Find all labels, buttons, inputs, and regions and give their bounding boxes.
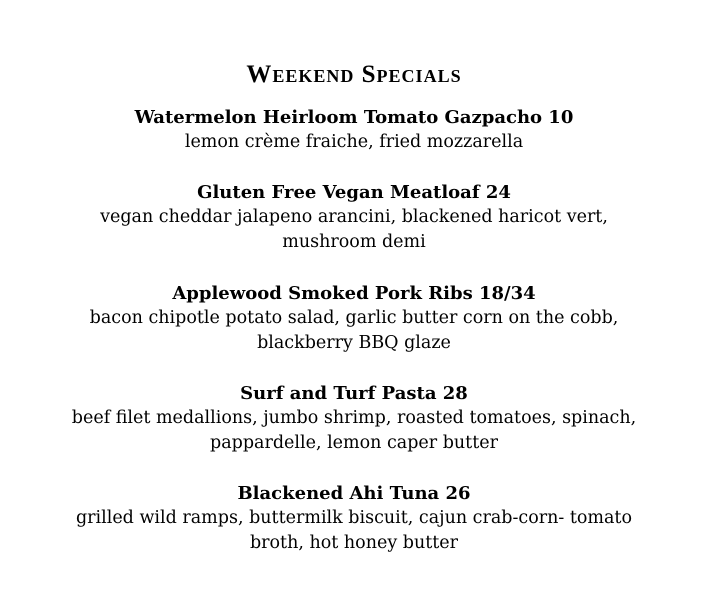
item-description-line: blackberry BBQ glaze — [257, 333, 451, 353]
item-description-line: lemon crème fraiche, fried mozzarella — [184, 132, 524, 152]
item-name: Blackened Ahi Tuna 26 — [237, 483, 471, 504]
item-description-line: bacon chipotle potato salad, garlic butter corn on the cobb, — [89, 308, 619, 328]
menu-item-vegan-meatloaf — [0, 180, 708, 255]
menu-item-surf-and-turf — [0, 381, 708, 456]
item-description-line: pappardelle, lemon caper butter — [210, 433, 498, 453]
item-description-line: beef filet medallions, jumbo shrimp, roasted tomatoes, spinach, — [71, 408, 637, 428]
item-description-line: vegan cheddar jalapeno arancini, blackened haricot vert, — [100, 207, 608, 227]
menu-item-ahi-tuna — [0, 481, 708, 556]
menu-title: Weekend Specials — [246, 61, 462, 88]
menu-item-pork-ribs — [0, 281, 708, 356]
item-description-line: mushroom demi — [282, 232, 426, 252]
item-name: Watermelon Heirloom Tomato Gazpacho 10 — [134, 107, 574, 128]
item-name: Gluten Free Vegan Meatloaf 24 — [197, 182, 511, 203]
item-description-line: broth, hot honey butter — [249, 533, 459, 553]
menu-item-gazpacho — [0, 105, 708, 155]
item-description-line: grilled wild ramps, buttermilk biscuit, cajun crab-corn- tomato — [75, 508, 633, 528]
item-name: Applewood Smoked Pork Ribs 18/34 — [172, 283, 536, 304]
item-name: Surf and Turf Pasta 28 — [240, 383, 468, 404]
